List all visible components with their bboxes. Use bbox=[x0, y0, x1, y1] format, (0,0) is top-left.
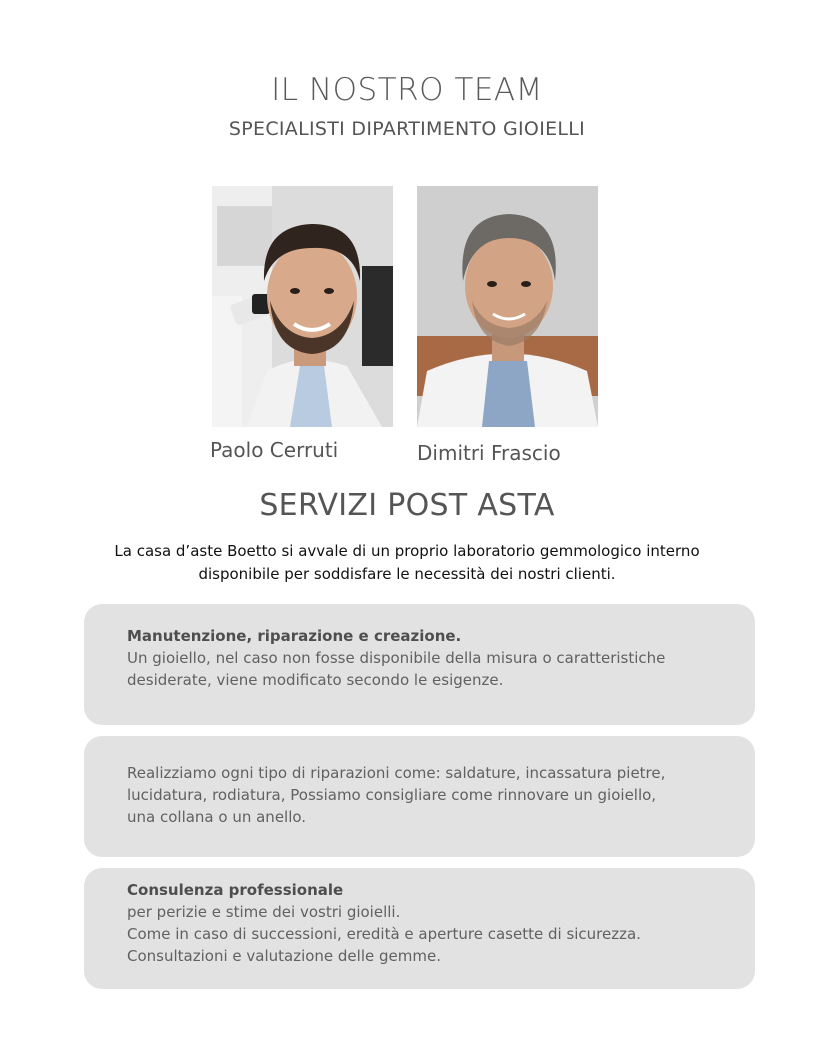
service-card-heading: Manutenzione, riparazione e creazione. bbox=[127, 627, 462, 645]
service-card-maintenance bbox=[84, 604, 755, 725]
intro-line: La casa d’aste Boetto si avvale di un proprio laboratorio gemmologico interno bbox=[114, 542, 700, 560]
team-member-name: Dimitri Frascio bbox=[417, 441, 561, 465]
service-card-text: Consultazioni e valutazione delle gemme. bbox=[127, 947, 441, 965]
services-title: SERVIZI POST ASTA bbox=[259, 488, 555, 523]
service-card-text: una collana o un anello. bbox=[127, 808, 307, 826]
service-card-repairs bbox=[84, 736, 755, 857]
page-title: IL NOSTRO TEAM bbox=[271, 72, 543, 108]
service-card-text: lucidatura, rodiatura, Possiamo consigliare come rinnovare un gioiello, bbox=[127, 786, 657, 804]
page-subtitle: SPECIALISTI DIPARTIMENTO GIOIELLI bbox=[228, 118, 586, 140]
services-intro bbox=[70, 540, 744, 586]
intro-line: disponibile per soddisfare le necessità dei nostri clienti. bbox=[198, 565, 616, 583]
service-card-heading: Consulenza professionale bbox=[127, 881, 344, 899]
team-photo-dimitri bbox=[417, 186, 598, 427]
team-photo-paolo bbox=[212, 186, 393, 427]
service-card-text: desiderate, viene modificato secondo le esigenze. bbox=[127, 671, 504, 689]
service-card-text: per perizie e stime dei vostri gioielli. bbox=[127, 903, 401, 921]
service-card-text: Realizziamo ogni tipo di riparazioni come: saldature, incassatura pietre, bbox=[127, 764, 666, 782]
service-card-text: Come in caso di successioni, eredità e aperture casette di sicurezza. bbox=[127, 925, 641, 943]
team-member-name: Paolo Cerruti bbox=[210, 438, 339, 462]
service-card-consulting bbox=[84, 868, 755, 989]
service-card-text: Un gioiello, nel caso non fosse disponibile della misura o caratteristiche bbox=[127, 649, 666, 667]
